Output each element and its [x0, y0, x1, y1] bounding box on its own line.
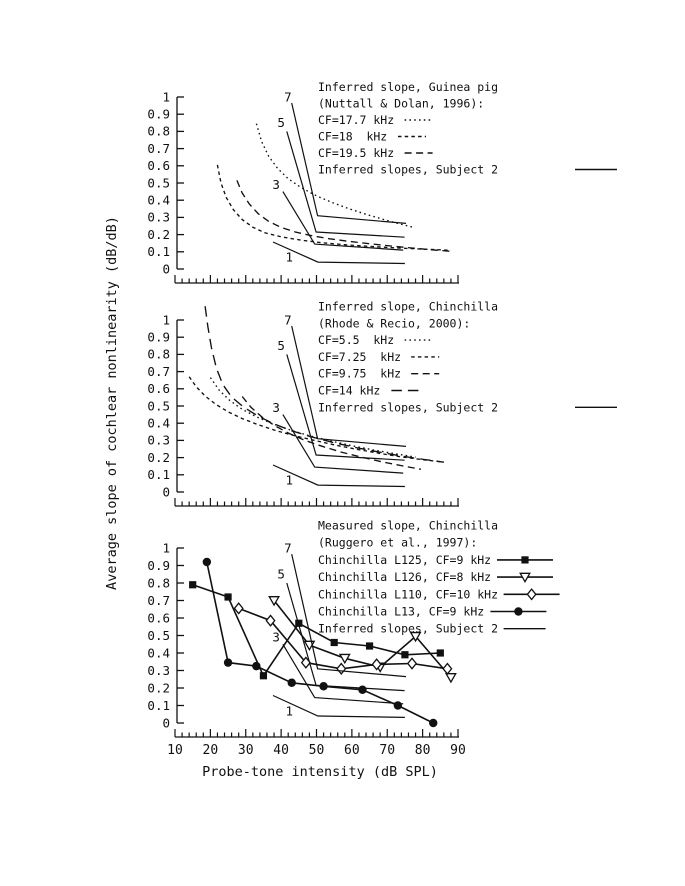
y-tick-label: 0.3 — [147, 209, 170, 225]
x-tick-label: 60 — [344, 743, 360, 758]
subject-line-label: 7 — [284, 540, 292, 556]
y-axis — [147, 312, 184, 499]
legend — [318, 80, 617, 177]
y-tick-label: 0.6 — [147, 158, 170, 174]
y-tick-label: 0.2 — [147, 449, 170, 465]
y-tick-label: 0.1 — [147, 244, 170, 260]
legend-item-label: CF=17.7 kHz — [318, 113, 395, 127]
legend-item-label: Chinchilla L126, CF=8 kHz — [318, 570, 492, 585]
y-tick-label: 0.9 — [147, 557, 170, 573]
legend-item-label: CF=14 kHz — [318, 383, 381, 398]
legend-item-label: CF=18 kHz — [318, 129, 388, 144]
legend-item-label: CF=9.75 kHz — [318, 366, 402, 381]
legend-item-label: Inferred slopes, Subject 2 — [318, 400, 499, 415]
subject-line-label: 1 — [285, 703, 294, 719]
legend-item-label: CF=19.5 kHz — [318, 146, 395, 160]
subject-line-label: 3 — [272, 629, 280, 645]
legend-title: Inferred slope, Chinchilla — [318, 299, 499, 314]
y-tick-label: 0.5 — [147, 627, 170, 643]
x-tick-label: 80 — [414, 743, 431, 758]
x-tick-label: 20 — [202, 743, 219, 758]
legend-item-label: Chinchilla L125, CF=9 kHz — [318, 552, 492, 567]
y-tick-label: 1 — [162, 312, 170, 328]
subject-line-label: 5 — [277, 338, 285, 354]
y-tick-label: 0.5 — [147, 398, 170, 414]
y-tick-label: 0.2 — [147, 680, 170, 696]
x-axis — [167, 729, 466, 758]
legend-item-label: CF=7.25 kHz — [318, 349, 402, 364]
y-tick-label: 0.7 — [147, 140, 170, 156]
subject-line-label: 1 — [285, 472, 294, 488]
x-axis — [175, 275, 459, 283]
subject-line-label: 3 — [272, 177, 280, 193]
panel-chinchilla-inferred — [147, 300, 617, 507]
y-tick-label: 0.1 — [147, 467, 170, 483]
panel-chinchilla-measured — [147, 519, 559, 759]
series-cf-19.5-khz — [237, 180, 451, 251]
panels-group — [147, 80, 617, 758]
legend-item-label: Inferred slopes, Subject 2 — [318, 162, 499, 177]
y-tick-label: 0.7 — [147, 363, 170, 379]
series-cf-18-khz — [217, 165, 451, 250]
y-tick-label: 0.4 — [147, 645, 170, 661]
subject-line-label: 1 — [285, 249, 294, 265]
x-tick-label: 50 — [308, 743, 325, 758]
panel-guinea-pig-inferred — [147, 80, 617, 283]
y-tick-label: 0.3 — [147, 662, 170, 678]
y-tick-label: 1 — [162, 540, 170, 556]
y-tick-label: 0.6 — [147, 610, 170, 626]
y-tick-label: 0.8 — [147, 575, 170, 591]
y-tick-label: 0.6 — [147, 381, 170, 397]
subject-line-label: 7 — [284, 89, 292, 105]
legend — [318, 300, 617, 415]
subject-line-label: 7 — [284, 312, 292, 328]
legend-title: (Ruggero et al., 1997): — [318, 535, 478, 550]
x-tick-label: 90 — [450, 743, 466, 758]
y-axis — [147, 540, 184, 730]
legend-item-label: Inferred slopes, Subject 2 — [318, 621, 499, 636]
legend-title: (Rhode & Recio, 2000): — [318, 316, 471, 331]
y-tick-label: 1 — [162, 89, 170, 105]
legend-item-label: CF=5.5 kHz — [318, 333, 395, 348]
y-tick-label: 0 — [162, 484, 170, 500]
legend-item-label: Chinchilla L110, CF=10 kHz — [318, 587, 499, 602]
y-tick-label: 0.5 — [147, 175, 170, 191]
x-tick-label: 30 — [237, 743, 254, 758]
legend-title: (Nuttall & Dolan, 1996): — [318, 96, 485, 111]
legend-item-label: Chinchilla L13, CF=9 kHz — [318, 604, 485, 619]
y-tick-label: 0.1 — [147, 697, 170, 713]
y-tick-label: 0.8 — [147, 346, 170, 362]
x-tick-label: 70 — [379, 743, 396, 758]
y-tick-label: 0 — [162, 261, 170, 277]
subject-line-label: 3 — [272, 400, 280, 416]
x-axis — [175, 498, 459, 506]
x-axis-title: Probe-tone intensity (dB SPL) — [202, 764, 438, 780]
y-tick-label: 0.7 — [147, 592, 170, 608]
y-tick-label: 0.2 — [147, 226, 170, 242]
legend-title: Measured slope, Chinchilla — [318, 518, 499, 533]
legend-title: Inferred slope, Guinea pig — [318, 80, 499, 94]
subject-line-label: 5 — [277, 115, 285, 131]
y-tick-label: 0 — [162, 715, 170, 731]
x-tick-label: 10 — [167, 743, 183, 758]
y-tick-label: 0.9 — [147, 106, 170, 122]
y-axis-title: Average slope of cochlear nonlinearity (dB/dB) — [104, 216, 120, 590]
subject-line-label: 5 — [277, 566, 285, 582]
y-tick-label: 0.3 — [147, 432, 170, 448]
y-tick-label: 0.4 — [147, 415, 170, 431]
legend — [318, 519, 560, 636]
y-tick-label: 0.8 — [147, 123, 170, 139]
y-axis — [147, 89, 184, 276]
y-tick-label: 0.9 — [147, 329, 170, 345]
y-tick-label: 0.4 — [147, 192, 170, 208]
x-tick-label: 40 — [273, 743, 289, 758]
